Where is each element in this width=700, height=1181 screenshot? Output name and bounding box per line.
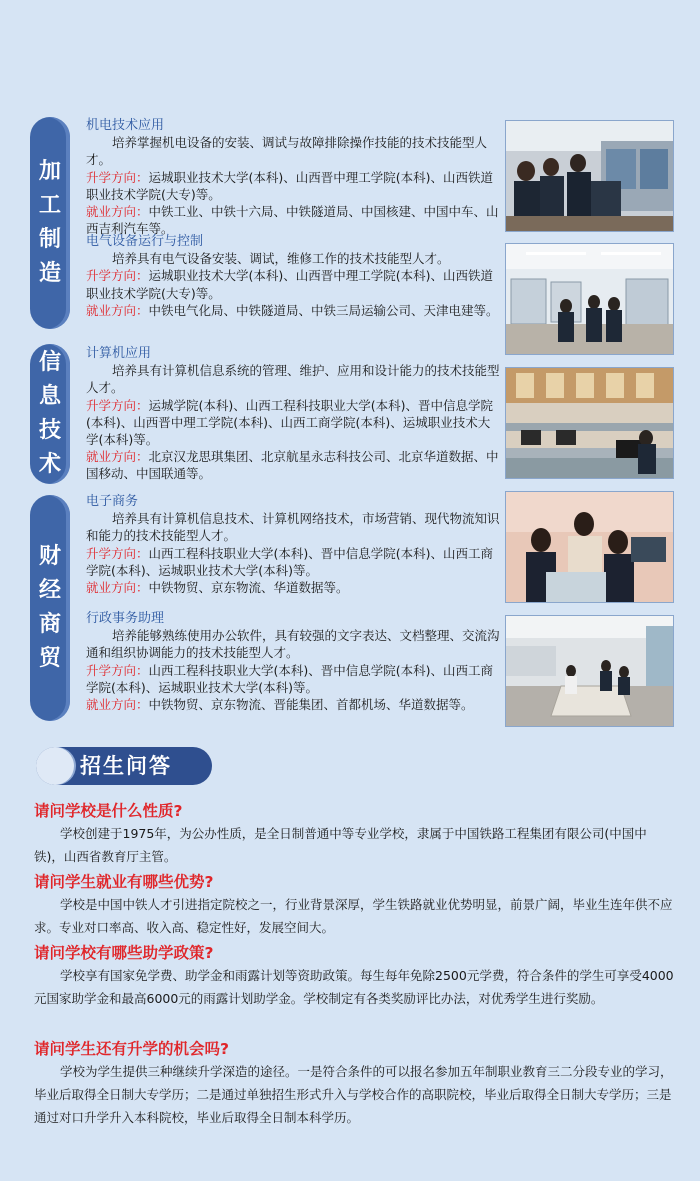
job-direction: 就业方向：中铁工业、中铁十六局、中铁隧道局、中国核建、中国中车、山西吉利汽车等。	[86, 204, 499, 237]
category-tab-business: 财 经 商 贸	[30, 495, 70, 721]
major-title: 机电技术应用	[86, 118, 165, 133]
major-desc: 培养具有电气设备安装、调试，维修工作的技术技能型人才。	[112, 251, 450, 267]
qa-question: 请问学校是什么性质?	[34, 802, 183, 820]
section-title: 招生问答	[80, 754, 172, 778]
study-direction: 升学方向：运城学院(本科)、山西工程科技职业大学(本科)、晋中信息学院(本科)、山西晋中理工学院(本科)、山西工商学院(本科)、运城职业技术大学(本科)等。	[86, 397, 494, 448]
major-block-admin-assistant	[86, 610, 500, 713]
qa-question: 请问学生还有升学的机会吗?	[34, 1040, 229, 1058]
qa-answer: 学校享有国家免学费、助学金和雨露计划等资助政策。每生每年免除2500元学费，符合条件的学生可享受4000元国家助学金和最高6000元的雨露计划助学金。学校制定有各类奖励评比办法，对优秀学生进行奖励。	[34, 968, 674, 1006]
category-tab-it: 信 息 技 术	[30, 344, 70, 484]
job-direction: 就业方向：中铁物贸、京东物流、华道数据等。	[86, 580, 349, 596]
qa-answer: 学校为学生提供三种继续升学深造的途径。一是符合条件的可以报名参加五年制职业教育三二分段专业的学习，毕业后取得全日制大专学历；二是通过单独招生形式升入与学校合作的高职院校，毕业后取得全日制大专学历；三是通过对口升学升入本科院校，毕业后取得全日制本科学历。	[34, 1064, 673, 1125]
major-desc: 培养能够熟练使用办公软件，具有较强的文字表达、文档整理、交流沟通和组织协调能力的技术技能型人才。	[86, 628, 500, 661]
study-direction: 升学方向：山西工程科技职业大学(本科)、晋中信息学院(本科)、山西工商学院(本科)、运城职业技术大学(本科)等。	[86, 662, 494, 695]
major-block-computer	[86, 345, 500, 483]
qa-answer: 学校是中国中铁人才引进指定院校之一，行业背景深厚，学生铁路就业优势明显，前景广阔，毕业生连年供不应求。专业对口率高、收入高、稳定性好，发展空间大。	[34, 897, 673, 935]
header-circle-icon	[36, 747, 74, 785]
qa-question: 请问学校有哪些助学政策?	[34, 944, 214, 962]
photo-computer-lab	[505, 367, 674, 479]
photo-office-room	[505, 615, 674, 727]
photo-ecommerce-class	[505, 491, 674, 603]
job-direction: 就业方向：中铁电气化局、中铁隧道局、中铁三局运输公司、天津电建等。	[86, 302, 499, 318]
job-direction: 就业方向：中铁物贸、京东物流、晋能集团、首都机场、华道数据等。	[86, 697, 474, 713]
qa-item-employment	[34, 871, 674, 939]
job-direction: 就业方向：北京汉龙思琪集团、北京航星永志科技公司、北京华道数据、中国移动、中国联通等。	[86, 449, 499, 482]
qa-answer: 学校创建于1975年，为公办性质，是全日制普通中等专业学校，隶属于中国铁路工程集团有限公司(中国中铁)，山西省教育厅主管。	[34, 826, 647, 864]
study-direction: 升学方向：山西工程科技职业大学(本科)、晋中信息学院(本科)、山西工商学院(本科)、运城职业技术大学(本科)等。	[86, 545, 494, 578]
photo-mechatronics-lab	[505, 120, 674, 232]
major-desc: 培养具有计算机信息系统的管理、维护、应用和设计能力的技术技能型人才。	[86, 363, 500, 396]
major-block-mechatronics	[86, 117, 500, 237]
major-block-electrical	[86, 233, 500, 319]
major-title: 计算机应用	[86, 346, 152, 361]
qa-item-further-study	[34, 1038, 674, 1129]
major-title: 电子商务	[86, 494, 139, 509]
study-direction: 升学方向：运城职业技术大学(本科)、山西晋中理工学院(本科)、山西铁道职业技术学院(大专)等。	[86, 169, 494, 202]
photo-electrical-lab	[505, 243, 674, 355]
qa-item-financial-aid	[34, 942, 674, 1010]
major-desc: 培养掌握机电设备的安装、调试与故障排除操作技能的技术技能型人才。	[86, 135, 488, 168]
major-title: 行政事务助理	[86, 611, 165, 626]
major-title: 电气设备运行与控制	[86, 234, 204, 249]
study-direction: 升学方向：运城职业技术大学(本科)、山西晋中理工学院(本科)、山西铁道职业技术学院(大专)等。	[86, 268, 494, 301]
qa-question: 请问学生就业有哪些优势?	[34, 873, 214, 891]
qa-item-school-nature	[34, 800, 674, 868]
major-block-ecommerce	[86, 493, 500, 596]
major-desc: 培养具有计算机信息技术、计算机网络技术，市场营销、现代物流知识和能力的技术技能型人才。	[86, 511, 500, 544]
section-header-admissions-qa	[36, 747, 212, 785]
category-tab-manufacturing: 加 工 制 造	[30, 117, 70, 329]
